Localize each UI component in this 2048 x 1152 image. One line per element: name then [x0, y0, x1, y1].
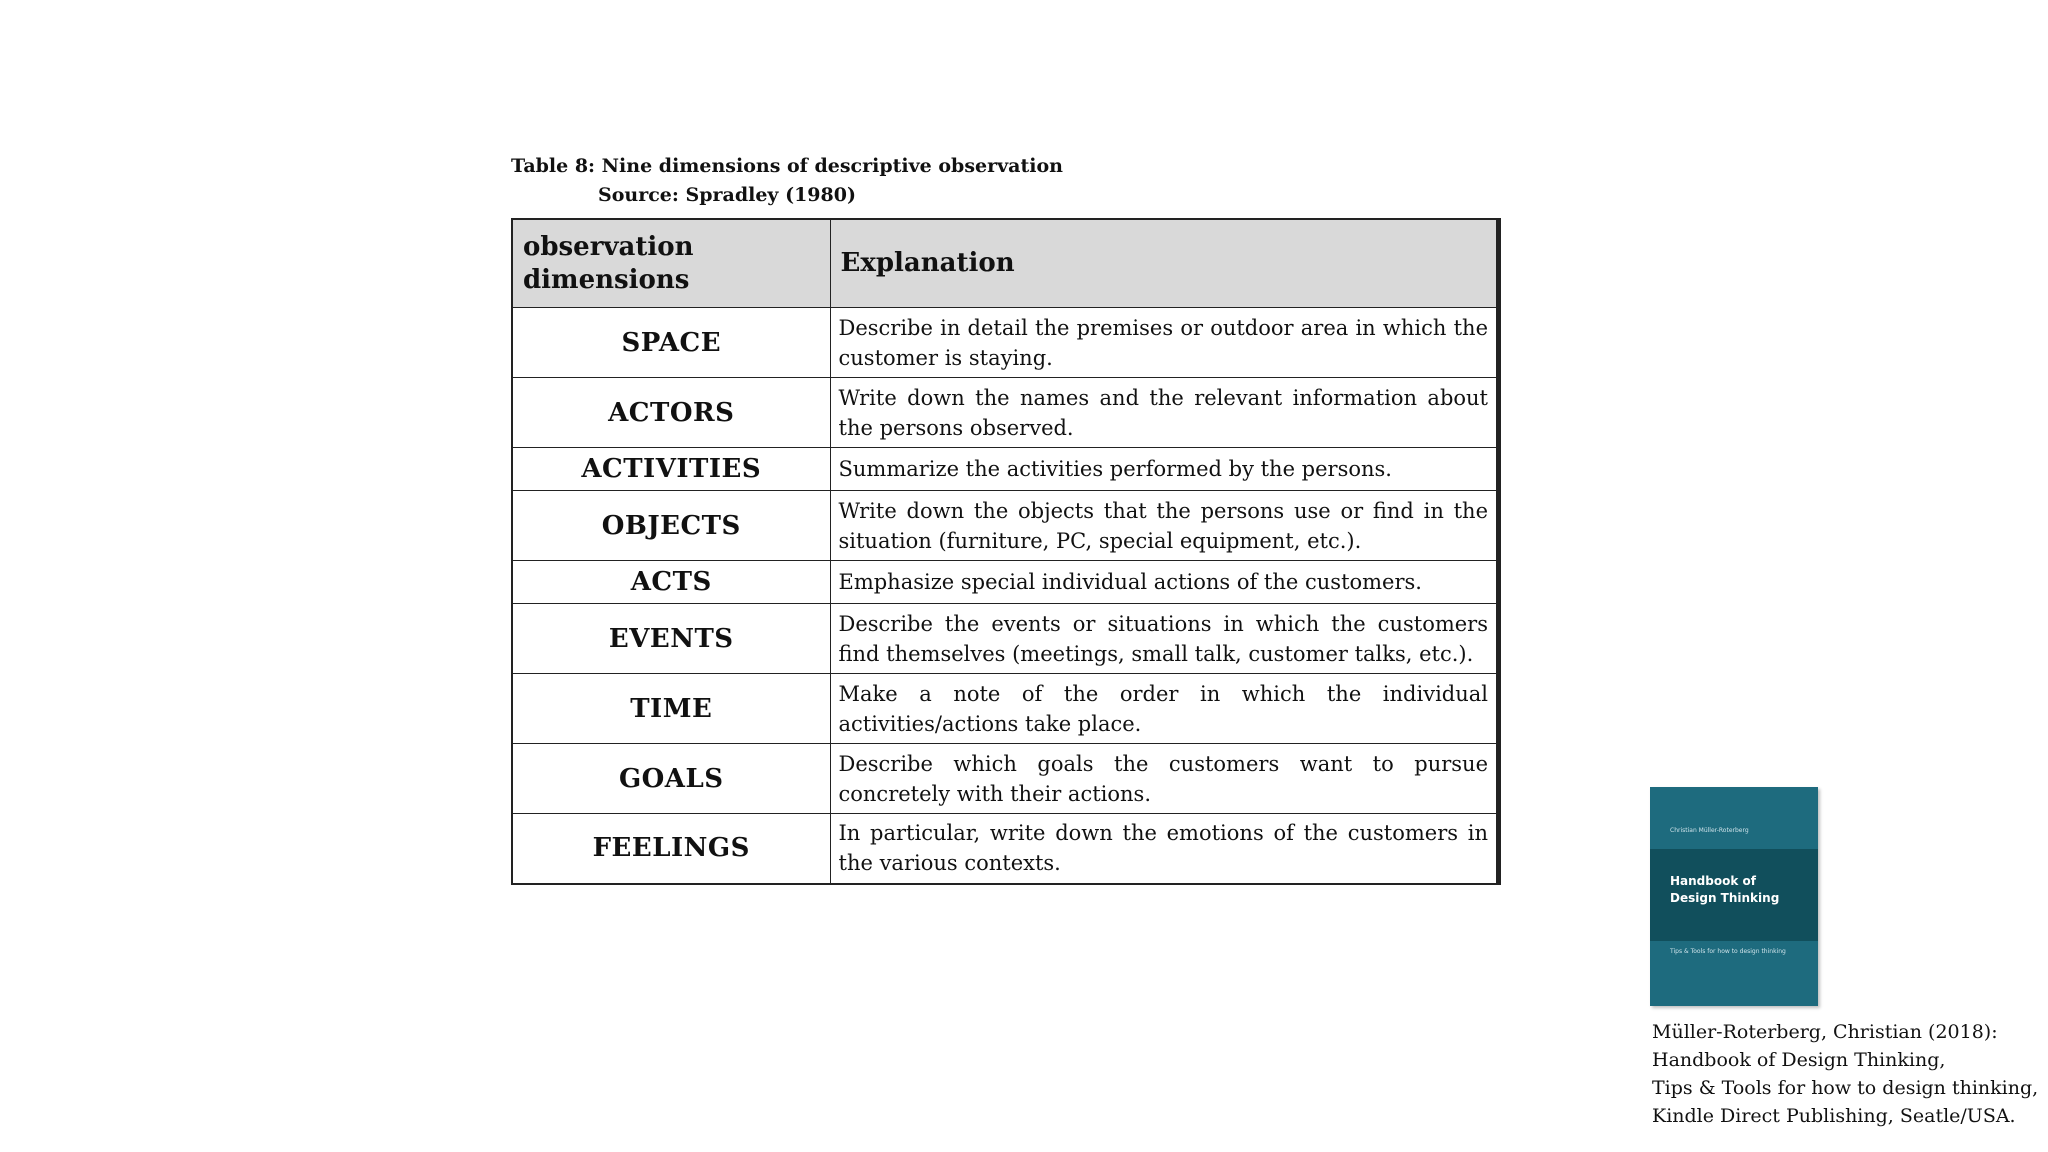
dimension-cell: OBJECTS [512, 491, 830, 561]
table-title: Table 8: Nine dimensions of descriptive observation [511, 155, 1063, 177]
book-cover-title-line1: Handbook of [1670, 874, 1756, 888]
citation-line: Handbook of Design Thinking, [1652, 1049, 1946, 1071]
citation-line: Tips & Tools for how to design thinking, [1652, 1077, 2039, 1099]
dimension-cell: ACTORS [512, 378, 830, 448]
book-cover-author: Christian Müller-Roterberg [1670, 827, 1749, 834]
observation-table [511, 218, 1498, 885]
table-row [512, 814, 1497, 884]
dimension-cell: EVENTS [512, 604, 830, 674]
dimension-cell: GOALS [512, 744, 830, 814]
dimension-cell: ACTIVITIES [512, 448, 830, 491]
citation-line: Kindle Direct Publishing, Seatle/USA. [1652, 1105, 2016, 1127]
book-citation [1652, 1018, 2038, 1130]
explanation-cell: Emphasize special individual actions of the customers. [830, 561, 1497, 604]
explanation-cell: Make a note of the order in which the individual activities/actions take place. [830, 674, 1497, 744]
explanation-cell: Describe the events or situations in which the customers find themselves (meetings, small talk, customer talks, etc.). [830, 604, 1497, 674]
table-source: Source: Spradley (1980) [598, 184, 856, 206]
book-cover-band [1650, 849, 1818, 941]
header-observation-dimensions: observation dimensions [512, 219, 830, 308]
header-explanation: Explanation [830, 219, 1497, 308]
table-row [512, 378, 1497, 448]
book-cover-title-line2: Design Thinking [1670, 891, 1780, 905]
explanation-cell: In particular, write down the emotions of the customers in the various contexts. [830, 814, 1497, 884]
table-header-row [512, 219, 1497, 308]
table-row [512, 448, 1497, 491]
book-cover-subtitle: Tips & Tools for how to design thinking [1670, 948, 1786, 955]
explanation-cell: Write down the names and the relevant information about the persons observed. [830, 378, 1497, 448]
explanation-cell: Write down the objects that the persons use or find in the situation (furniture, PC, special equipment, etc.). [830, 491, 1497, 561]
table-row [512, 491, 1497, 561]
table-caption [511, 152, 1063, 210]
table-row [512, 744, 1497, 814]
dimension-cell: ACTS [512, 561, 830, 604]
citation-line: Müller-Roterberg, Christian (2018): [1652, 1021, 1998, 1043]
table-row [512, 674, 1497, 744]
dimension-cell: TIME [512, 674, 830, 744]
book-cover-image [1650, 787, 1818, 1006]
explanation-cell: Summarize the activities performed by the persons. [830, 448, 1497, 491]
explanation-cell: Describe which goals the customers want to pursue concretely with their actions. [830, 744, 1497, 814]
dimension-cell: FEELINGS [512, 814, 830, 884]
book-cover-title [1670, 873, 1779, 907]
explanation-cell: Describe in detail the premises or outdoor area in which the customer is staying. [830, 308, 1497, 378]
table-row [512, 561, 1497, 604]
table-row [512, 308, 1497, 378]
dimension-cell: SPACE [512, 308, 830, 378]
table-row [512, 604, 1497, 674]
